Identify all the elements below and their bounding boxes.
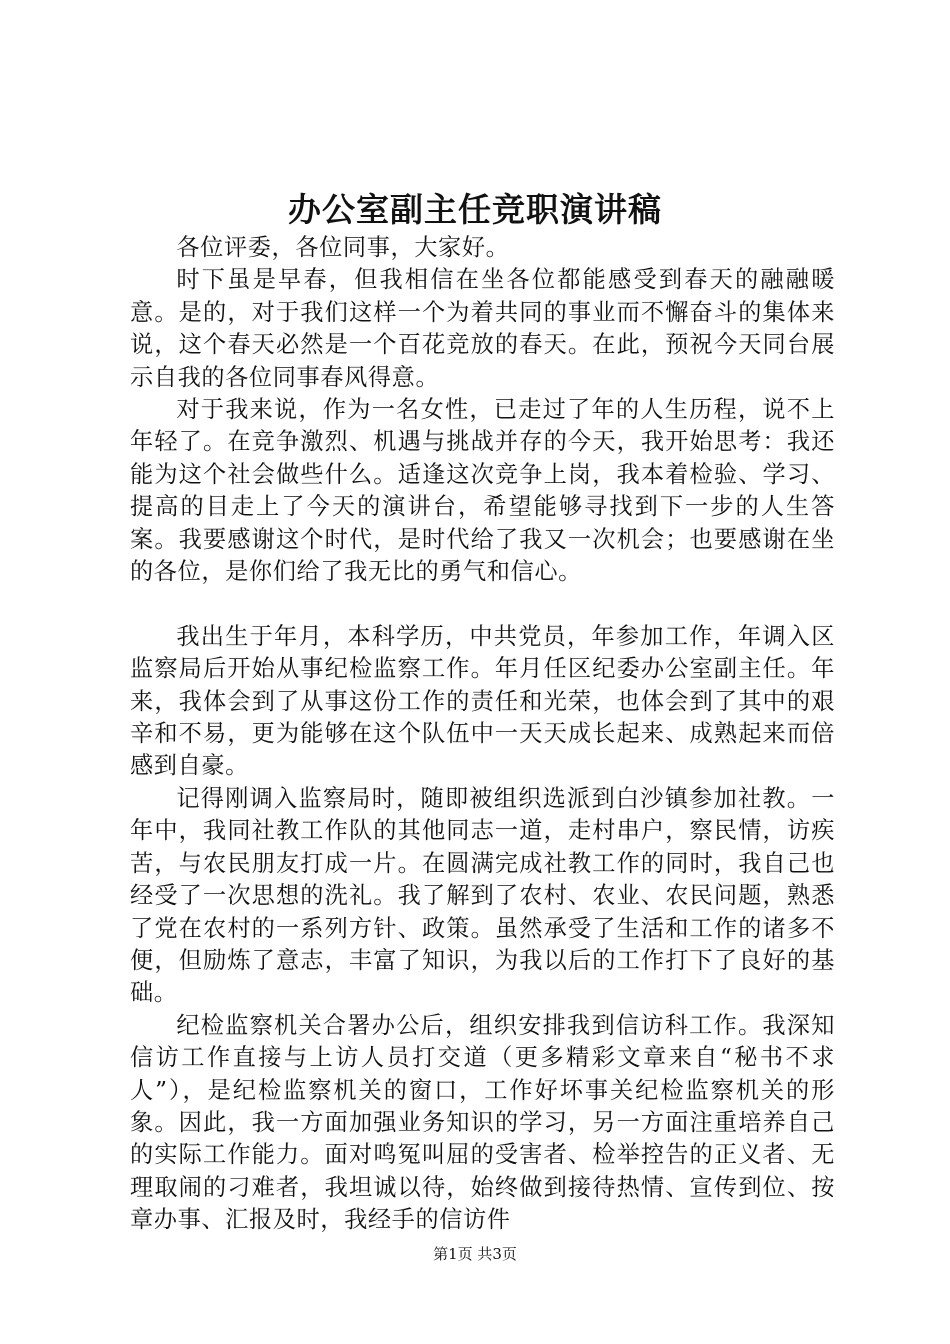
paragraph-spacer [130,588,835,620]
page-number-footer: 第1页 共3页 [433,1245,517,1263]
paragraph-greeting: 各位评委，各位同事，大家好。 [176,234,510,261]
paragraph-background: 我出生于年月，本科学历，中共党员，年参加工作，年调入区监察局后开始从事纪检监察工作。年月任区纪委办公室副主任。年来，我体会到了从事这份工作的责任和光荣，也体会到了其中的艰辛和不易，更为能够在这个队伍中一天天成长起来、成熟起来而倍感到自豪。 [130,622,835,780]
paragraph-petition-work: 纪检监察机关合署办公后，组织安排我到信访科工作。我深知信访工作直接与上访人员打交道（更多精彩文章来自“秘书不求人”），是纪检监察机关的窗口，工作好坏事关纪检监察机关的形象。因此，我一方面加强业务知识的学习，另一方面注重培养自己的实际工作能力。面对鸣冤叫屈的受害者、检举控告的正义者、无理取闹的刁难者，我坦诚以待，始终做到接待热情、宣传到位、按章办事、汇报及时，我经手的信访件 [130,1011,835,1234]
paragraph-social-education: 记得刚调入监察局时，随即被组织选派到白沙镇参加社教。一年中，我同社教工作队的其他同志一道，走村串户，察民情，访疾苦，与农民朋友打成一片。在圆满完成社教工作的同时，我自己也经受了一次思想的洗礼。我了解到了农村、农业、农民问题，熟悉了党在农村的一系列方针、政策。虽然承受了生活和工作的诸多不便，但励炼了意志，丰富了知识，为我以后的工作打下了良好的基础。 [130,784,835,1007]
paragraph-self-intro: 对于我来说，作为一名女性，已走过了年的人生历程，说不上年轻了。在竞争激烈、机遇与挑战并存的今天，我开始思考：我还能为这个社会做些什么。适逢这次竞争上岗，我本着检验、学习、提高的目走上了今天的演讲台，希望能够寻找到下一步的人生答案。我要感谢这个时代，是时代给了我又一次机会；也要感谢在坐的各位，是你们给了我无比的勇气和信心。 [130,396,835,586]
document-body [130,232,835,1237]
document-title: 办公室副主任竞职演讲稿 [288,190,662,229]
paragraph-spring: 时下虽是早春，但我相信在坐各位都能感受到春天的融融暖意。是的，对于我们这样一个为着共同的事业而不懈奋斗的集体来说，这个春天必然是一个百花竞放的春天。在此，预祝今天同台展示自我的各位同事春风得意。 [130,266,835,391]
